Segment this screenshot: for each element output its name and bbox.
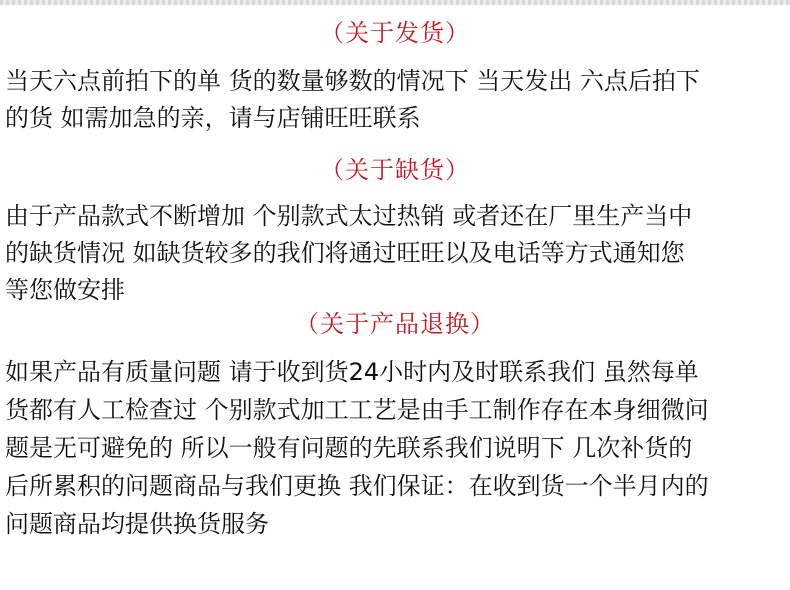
paragraph-out-of-stock <box>5 198 787 309</box>
paragraph-line: 当天六点前拍下的单 货的数量够数的情况下 当天发出 六点后拍下 <box>5 67 700 95</box>
paragraph-line: 如果产品有质量问题 请于收到货24小时内及时联系我们 虽然每单 <box>5 358 699 386</box>
heading-shipping: （关于发货） <box>320 19 470 47</box>
paragraph-line: 由于产品款式不断增加 个别款式太过热销 或者还在厂里生产当中 <box>5 202 693 230</box>
paragraph-line: 货都有人工检查过 个别款式加工工艺是由手工制作存在本身细微问 <box>5 396 709 424</box>
heading-returns: （关于产品退换） <box>295 310 495 338</box>
paragraph-returns <box>5 353 787 543</box>
heading-out-of-stock: （关于缺货） <box>320 156 470 184</box>
paragraph-line: 题是无可避免的 所以一般有问题的先联系我们说明下 几次补货的 <box>5 434 693 462</box>
paragraph-line: 的缺货情况 如缺货较多的我们将通过旺旺以及电话等方式通知您 <box>5 239 685 267</box>
paragraph-line: 的货 如需加急的亲，请与店铺旺旺联系 <box>5 104 421 132</box>
paragraph-line: 等您做安排 <box>5 276 125 304</box>
top-border-strip <box>0 0 790 5</box>
paragraph-line: 问题商品均提供换货服务 <box>5 510 269 538</box>
paragraph-shipping <box>5 63 787 137</box>
paragraph-line: 后所累积的问题商品与我们更换 我们保证：在收到货一个半月内的 <box>5 472 709 500</box>
